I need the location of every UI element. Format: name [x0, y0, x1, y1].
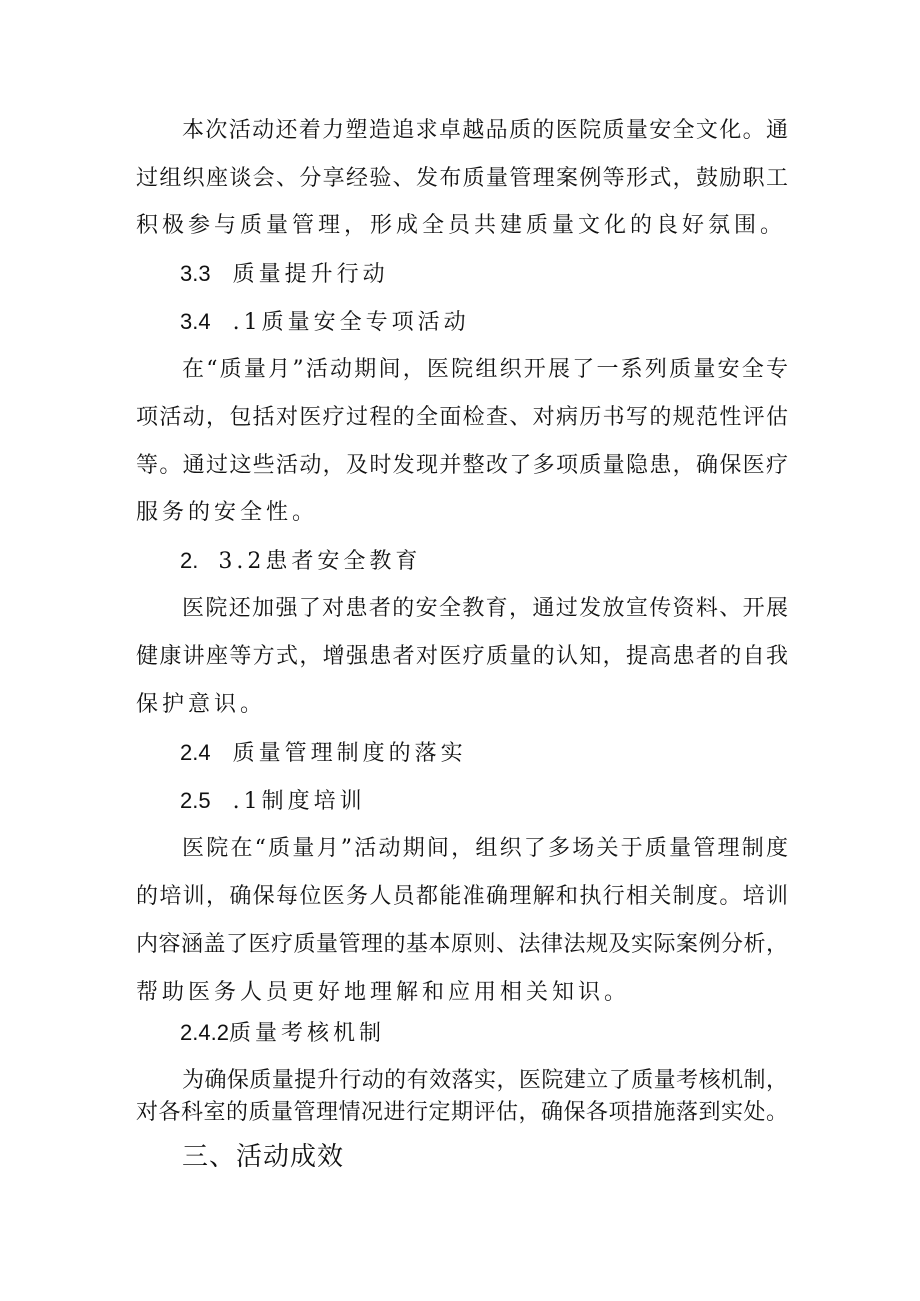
heading-2-4-2 — [180, 1018, 385, 1049]
heading-number: 2.4.2 — [180, 1020, 229, 1045]
heading-text: 质量考核机制 — [228, 1021, 385, 1046]
heading-3-4 — [180, 307, 470, 338]
paragraph-assessment-line-2: 对各科室的质量管理情况进行定期评估，确保各项措施落到实处。 — [136, 1100, 788, 1125]
heading-number: 2. — [180, 548, 199, 573]
heading-3-3 — [180, 259, 389, 290]
paragraph-culture-line-2: 过组织座谈会、分享经验、发布质量管理案例等形式，鼓励职工 — [136, 166, 788, 191]
heading-text: .1质量安全专项活动 — [232, 310, 470, 335]
heading-text: 3.2患者安全教育 — [218, 549, 422, 574]
heading-number: 2.5 — [180, 788, 211, 813]
heading-2-3-2 — [180, 546, 421, 577]
heading-text: 质量管理制度的落实 — [232, 741, 467, 766]
paragraph-education-line-2: 健康讲座等方式，增强患者对医疗质量的认知，提高患者的自我 — [136, 644, 788, 669]
paragraph-training-line-1: 医院在“质量月”活动期间，组织了多场关于质量管理制度 — [182, 836, 788, 861]
paragraph-culture-line-3: 积极参与质量管理，形成全员共建质量文化的良好氛围。 — [136, 213, 787, 238]
section-heading-results: 三、活动成效 — [182, 1141, 345, 1171]
paragraph-special-line-2: 项活动，包括对医疗过程的全面检查、对病历书写的规范性评估 — [136, 405, 788, 430]
heading-number: 2.4 — [180, 740, 211, 765]
heading-text: .1制度培训 — [232, 789, 366, 814]
paragraph-assessment-line-1: 为确保质量提升行动的有效落实，医院建立了质量考核机制， — [182, 1068, 788, 1093]
paragraph-special-line-1: 在“质量月”活动期间，医院组织开展了一系列质量安全专 — [182, 357, 788, 382]
heading-number: 3.4 — [180, 309, 211, 334]
paragraph-special-line-3: 等。通过这些活动，及时发现并整改了多项质量隐患，确保医疗 — [136, 453, 788, 478]
paragraph-education-line-1: 医院还加强了对患者的安全教育，通过发放宣传资料、开展 — [182, 596, 788, 621]
paragraph-training-line-2: 的培训，确保每位医务人员都能准确理解和执行相关制度。培训 — [136, 884, 788, 909]
paragraph-culture-line-1: 本次活动还着力塑造追求卓越品质的医院质量安全文化。通 — [182, 118, 788, 143]
heading-2-4 — [180, 738, 467, 769]
paragraph-training-line-3: 内容涵盖了医疗质量管理的基本原则、法律法规及实际案例分析， — [136, 932, 788, 957]
paragraph-special-line-4: 服务的安全性。 — [136, 500, 319, 525]
heading-number: 3.3 — [180, 261, 211, 286]
paragraph-training-line-4: 帮助医务人员更好地理解和应用相关知识。 — [136, 980, 631, 1005]
heading-text: 质量提升行动 — [232, 262, 389, 287]
paragraph-education-line-3: 保护意识。 — [136, 692, 267, 717]
heading-2-5 — [180, 786, 366, 817]
